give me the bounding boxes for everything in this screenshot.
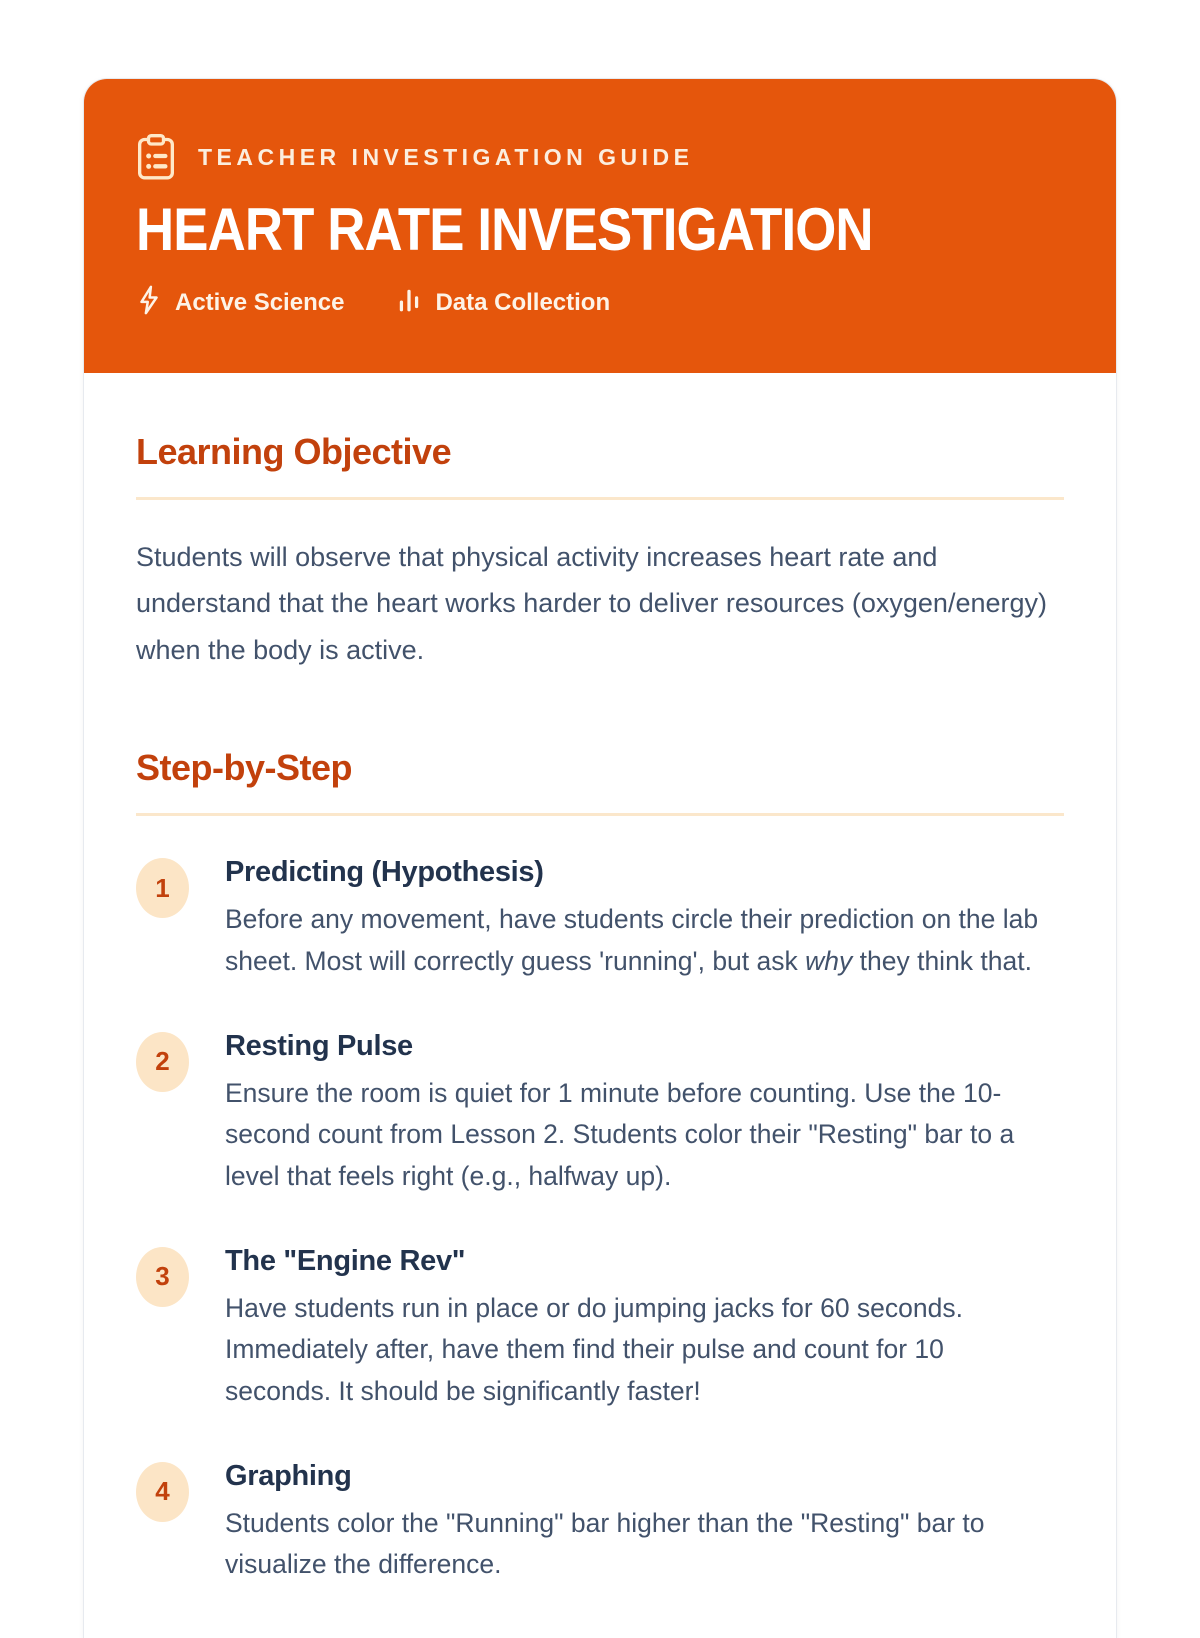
eyebrow-row <box>136 133 1064 181</box>
step-number-badge: 3 <box>136 1247 189 1307</box>
step-body: Ensure the room is quiet for 1 minute before counting. Use the 10-second count from Lesson 2. Students color their "Resting" bar to a level that feels right (e.g., halfway up). <box>225 1077 1015 1191</box>
bar-chart-icon <box>396 285 422 320</box>
card-body <box>84 373 1116 1616</box>
clipboard-icon <box>136 133 176 181</box>
list-item-step-3 <box>136 1243 1064 1412</box>
list-item-step-2 <box>136 1028 1064 1197</box>
step-number-badge: 4 <box>136 1462 189 1522</box>
step-number-badge: 1 <box>136 858 189 918</box>
list-item-step-1 <box>136 854 1064 982</box>
step-by-step-heading: Step-by-Step <box>136 747 353 789</box>
section-learning-objective <box>136 431 1064 673</box>
section-divider <box>136 813 1064 816</box>
step-title: Resting Pulse <box>225 1029 413 1062</box>
badge-active-science <box>136 285 344 320</box>
badge-data-collection <box>396 285 610 320</box>
section-divider <box>136 497 1064 500</box>
step-body: Have students run in place or do jumping jacks for 60 seconds. Immediately after, have them find their pulse and count for 10 seconds. It should be significantly faster! <box>225 1292 963 1406</box>
badge-label: Data Collection <box>435 288 611 316</box>
badge-label: Active Science <box>175 288 345 316</box>
learning-objective-text: Students will observe that physical activity increases heart rate and understand that the heart works harder to deliver resources (oxygen/energy) when the body is active. <box>136 542 1047 665</box>
step-body: Students color the "Running" bar higher than the "Resting" bar to visualize the difference. <box>225 1507 985 1580</box>
step-title: Predicting (Hypothesis) <box>225 856 544 889</box>
step-title: Graphing <box>225 1459 352 1492</box>
step-content <box>225 1243 1055 1412</box>
guide-card <box>83 78 1117 1638</box>
step-title: The "Engine Rev" <box>225 1244 466 1277</box>
section-step-by-step <box>136 747 1064 1585</box>
list-item-step-4 <box>136 1458 1064 1586</box>
page-title: HEART RATE INVESTIGATION <box>136 196 873 263</box>
step-body: Before any movement, have students circle their prediction on the lab sheet. Most will correctly guess 'running', but ask why they think that. <box>225 904 1039 976</box>
step-content <box>225 854 1055 982</box>
step-content <box>225 1028 1055 1197</box>
eyebrow-label: TEACHER INVESTIGATION GUIDE <box>198 143 694 170</box>
step-number-badge: 2 <box>136 1032 189 1092</box>
card-header <box>84 79 1116 373</box>
steps-list <box>136 854 1064 1585</box>
learning-objective-heading: Learning Objective <box>136 431 452 472</box>
step-content <box>225 1458 1055 1586</box>
lightning-icon <box>136 285 162 320</box>
badge-row <box>136 285 1064 320</box>
